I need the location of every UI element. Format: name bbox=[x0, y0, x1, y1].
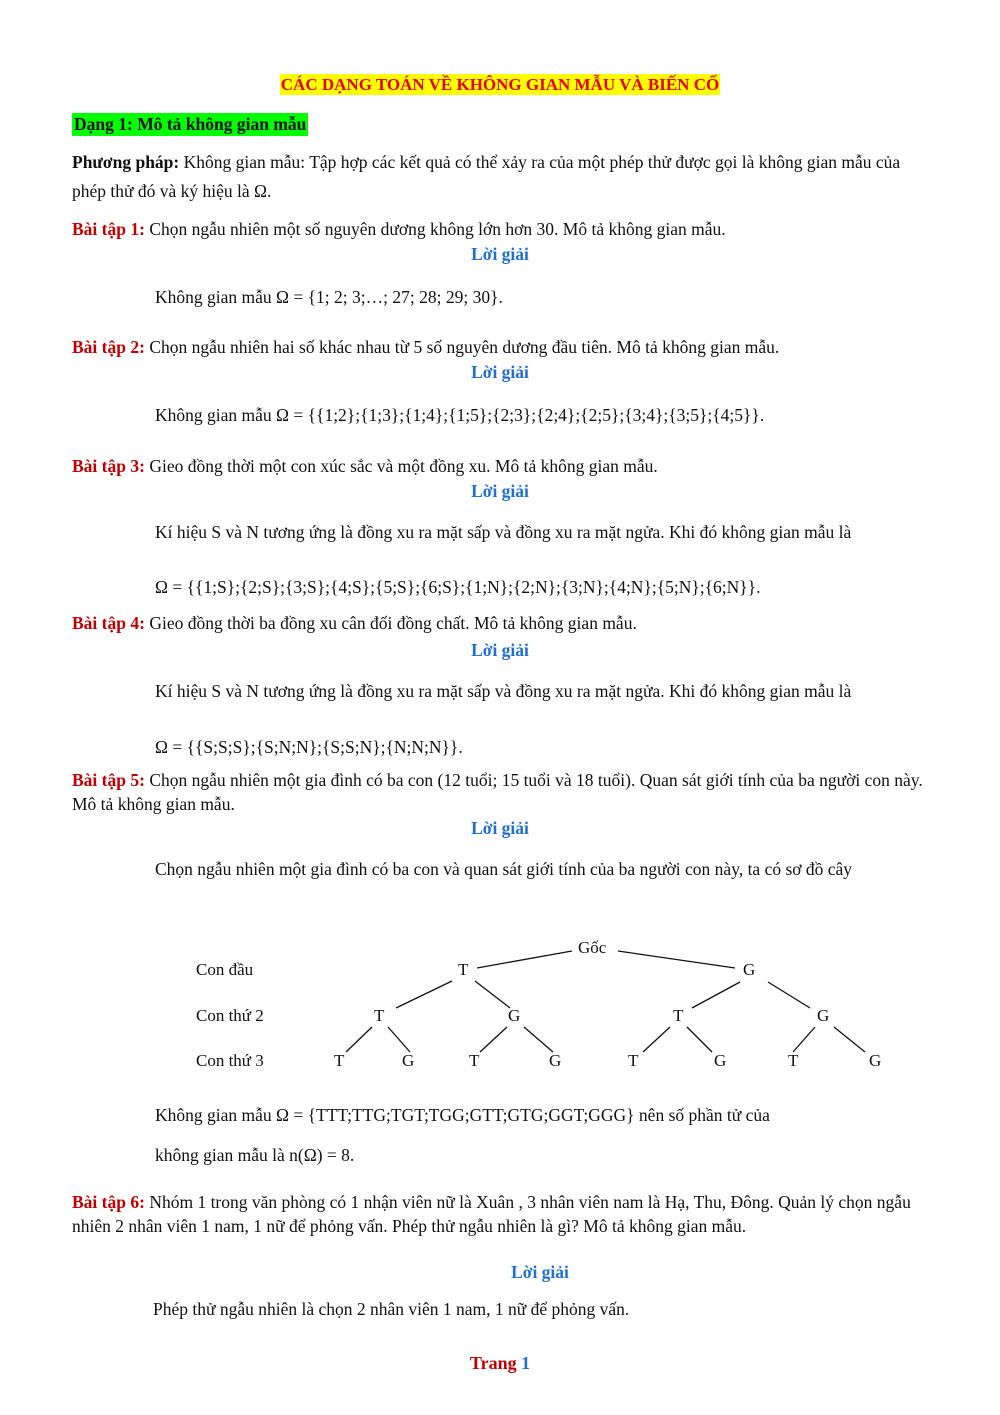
edge-g-t bbox=[692, 982, 740, 1008]
method-text: Không gian mẫu: Tập hợp các kết quả có thể xảy ra của một phép thử được gọi là không gian mẫu của phép thử đó và ký hiệu là Ω. bbox=[72, 152, 901, 201]
exercise-1-label: Bài tập 1: bbox=[72, 219, 145, 239]
solution-heading-4: Lời giải bbox=[471, 640, 529, 660]
edge-tt-g bbox=[388, 1027, 410, 1052]
exercise-6-text: Nhóm 1 trong văn phòng có 1 nhận viên nữ là Xuân , 3 nhân viên nam là Hạ, Thu, Đông. Quản lý chọn ngẫu nhiên 2 nhân viên 1 nam, 1 nữ để phỏng vấn. Phép thử ngẫu nhiên là gì? Mô tả không gian mẫu. bbox=[72, 1192, 911, 1236]
exercise-4-answer-text: Kí hiệu S và N tương ứng là đồng xu ra mặt sấp và đồng xu ra mặt ngửa. Khi đó không gian mẫu là bbox=[155, 681, 852, 701]
exercise-3-text: Gieo đồng thời một con xúc sắc và một đồng xu. Mô tả không gian mẫu. bbox=[144, 456, 658, 476]
edge-g-g bbox=[768, 982, 810, 1008]
exercise-4-text: Gieo đồng thời ba đồng xu cân đối đồng chất. Mô tả không gian mẫu. bbox=[144, 613, 637, 633]
exercise-3-answer-set: Ω = {{1;S};{2;S};{3;S};{4;S};{5;S};{6;S};{1;N};{2;N};{3;N};{4;N};{5;N};{6;N}}. bbox=[155, 577, 761, 597]
edge-tt-t bbox=[346, 1027, 372, 1052]
tree-node-l2: T bbox=[374, 1006, 385, 1025]
solution-heading-5: Lời giải bbox=[471, 818, 529, 838]
exercise-5-label: Bài tập 5: bbox=[72, 770, 145, 790]
exercise-2-text: Chọn ngẫu nhiên hai số khác nhau từ 5 số nguyên dương đầu tiên. Mô tả không gian mẫu. bbox=[144, 337, 780, 357]
edge-gt-t bbox=[643, 1027, 670, 1052]
solution-heading-1: Lời giải bbox=[471, 244, 529, 264]
exercise-6-answer: Phép thử ngẫu nhiên là chọn 2 nhân viên 1 nam, 1 nữ để phỏng vấn. bbox=[153, 1299, 630, 1319]
edge-gt-g bbox=[687, 1027, 712, 1052]
tree-node-l3: G bbox=[549, 1051, 562, 1070]
tree-root: Gốc bbox=[578, 938, 607, 957]
exercise-3-label: Bài tập 3: bbox=[72, 456, 145, 476]
tree-row-label-1: Con đầu bbox=[196, 960, 254, 979]
edge-gg-g bbox=[834, 1027, 865, 1052]
solution-heading-3: Lời giải bbox=[471, 481, 529, 501]
edge-tg-t bbox=[480, 1027, 507, 1052]
tree-node-l2: T bbox=[673, 1006, 684, 1025]
page-title-text: CÁC DẠNG TOÁN VỀ KHÔNG GIAN MẪU VÀ BIẾN CỐ bbox=[280, 75, 720, 94]
exercise-5-answer-set: Không gian mẫu Ω = {TTT;TTG;TGT;TGG;GTT;GTG;GGT;GGG} nên số phần tử của bbox=[155, 1105, 770, 1125]
exercise-1-text: Chọn ngẫu nhiên một số nguyên dương không lớn hơn 30. Mô tả không gian mẫu. bbox=[144, 219, 726, 239]
tree-node-l3: G bbox=[714, 1051, 727, 1070]
exercise-3-answer-text: Kí hiệu S và N tương ứng là đồng xu ra mặt sấp và đồng xu ra mặt ngửa. Khi đó không gian mẫu là bbox=[155, 522, 852, 542]
tree-node-l1: T bbox=[458, 960, 469, 979]
exercise-5-answer-count: không gian mẫu là n(Ω) = 8. bbox=[155, 1145, 355, 1165]
tree-node-l2: G bbox=[817, 1006, 830, 1025]
tree-row-label-2: Con thứ 2 bbox=[196, 1006, 264, 1025]
tree-node-l3: T bbox=[628, 1051, 639, 1070]
exercise-4-label: Bài tập 4: bbox=[72, 613, 145, 633]
exercise-2-label: Bài tập 2: bbox=[72, 337, 145, 357]
edge-t-g bbox=[475, 981, 510, 1008]
tree-node-l3: T bbox=[334, 1051, 345, 1070]
tree-node-l3: T bbox=[469, 1051, 480, 1070]
tree-node-l3: G bbox=[869, 1051, 882, 1070]
tree-node-l1: G bbox=[743, 960, 756, 979]
edge-t-t bbox=[396, 981, 452, 1008]
tree-node-l3: G bbox=[402, 1051, 415, 1070]
exercise-6-question bbox=[72, 1190, 930, 1238]
footer-page-word: Trang bbox=[469, 1353, 517, 1373]
page-footer bbox=[0, 1353, 1000, 1375]
exercise-5-answer-text: Chọn ngẫu nhiên một gia đình có ba con và quan sát giới tính của ba người con này, ta có sơ đồ cây bbox=[155, 859, 853, 879]
tree-row-label-3: Con thứ 3 bbox=[196, 1051, 264, 1070]
edge-root-t bbox=[477, 951, 572, 968]
solution-heading-6: Lời giải bbox=[511, 1262, 569, 1282]
footer-page-number: 1 bbox=[521, 1353, 531, 1373]
method-label: Phương pháp: bbox=[72, 152, 180, 172]
tree-node-l2: G bbox=[508, 1006, 521, 1025]
exercise-4-answer-set: Ω = {{S;S;S};{S;N;N};{S;S;N};{N;N;N}}. bbox=[155, 737, 463, 757]
solution-heading-2: Lời giải bbox=[471, 362, 529, 382]
exercise-2-answer: Không gian mẫu Ω = {{1;2};{1;3};{1;4};{1;5};{2;3};{2;4};{2;5};{3;4};{3;5};{4;5}}. bbox=[155, 405, 765, 425]
tree-node-l3: T bbox=[788, 1051, 799, 1070]
exercise-1-answer: Không gian mẫu Ω = {1; 2; 3;…; 27; 28; 29; 30}. bbox=[155, 287, 503, 307]
edge-root-g bbox=[618, 951, 735, 968]
exercise-6-label: Bài tập 6: bbox=[72, 1192, 145, 1212]
exercise-5-text: Chọn ngẫu nhiên một gia đình có ba con (12 tuổi; 15 tuổi và 18 tuổi). Quan sát giới tính của ba người con này. Mô tả không gian mẫu. bbox=[72, 770, 923, 814]
section-heading: Dạng 1: Mô tả không gian mẫu bbox=[74, 114, 307, 134]
edge-tg-g bbox=[524, 1027, 553, 1052]
edge-gg-t bbox=[793, 1027, 815, 1052]
